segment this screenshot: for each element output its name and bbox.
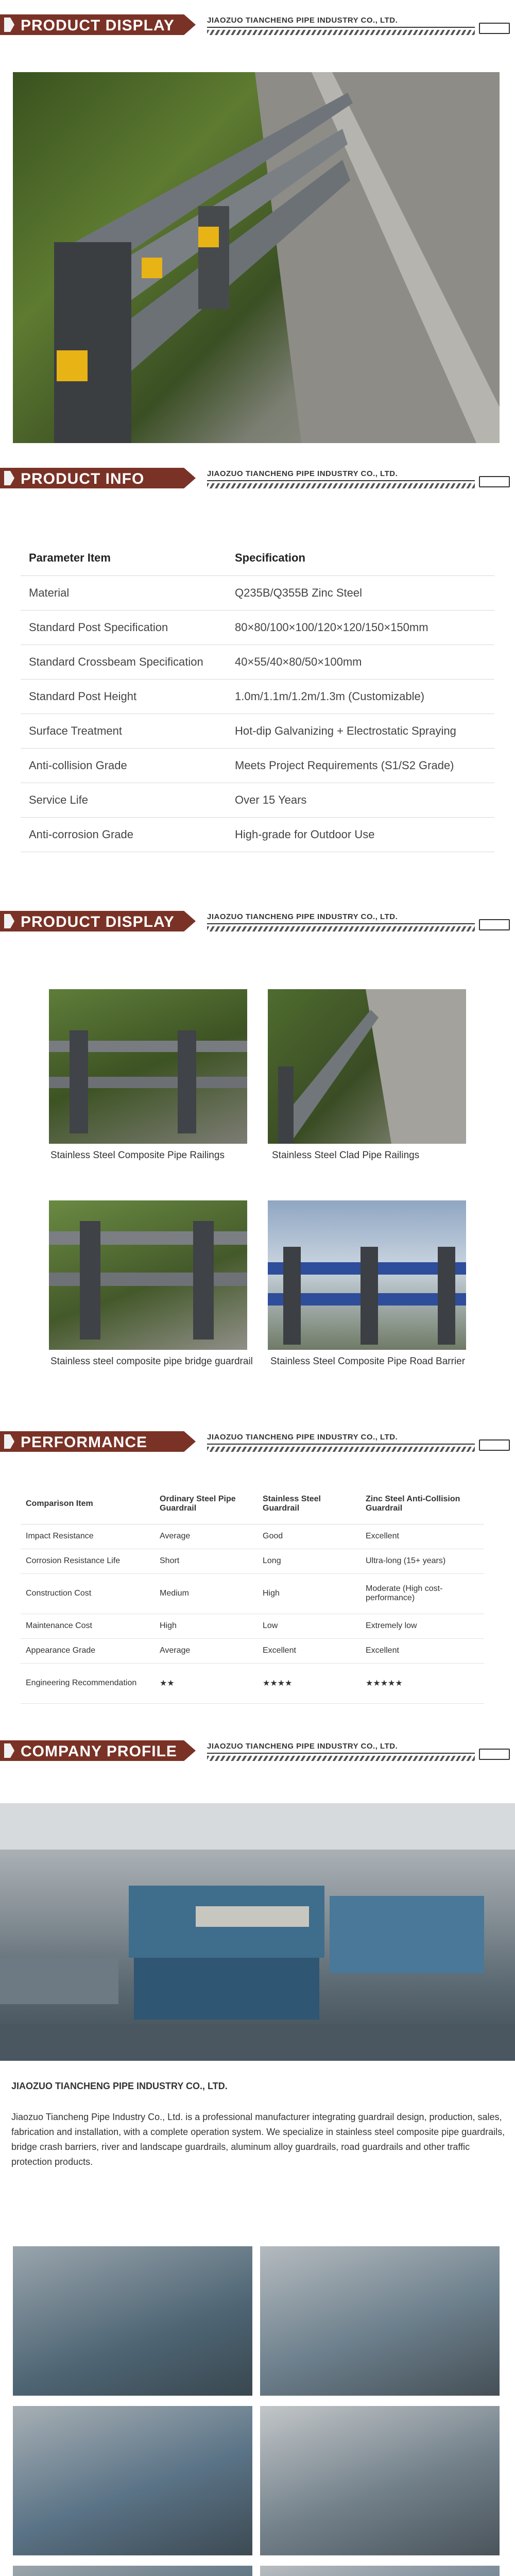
profile-company-name: JIAOZUO TIANCHENG PIPE INDUSTRY CO., LTD.	[11, 2081, 228, 2091]
gallery-photo-4	[268, 1200, 466, 1350]
factory-main-photo	[0, 1803, 515, 2061]
spec-header-row	[21, 541, 494, 575]
company-name: JIAOZUO TIANCHENG PIPE INDUSTRY CO., LTD.	[207, 16, 398, 25]
company-name: JIAOZUO TIANCHENG PIPE INDUSTRY CO., LTD.	[207, 1742, 398, 1751]
spec-row: Standard Crossbeam Specification 40×55/40×80/50×100mm	[21, 645, 494, 679]
gallery-caption-1: Stainless Steel Composite Pipe Railings	[50, 1150, 225, 1161]
section-title: COMPANY PROFILE	[21, 1743, 177, 1760]
profile-intro: Jiaozuo Tiancheng Pipe Industry Co., Ltd. is a professional manufacturer integrating guardrail design, production, sales, fabrication and installation, with a complete operation system. We specialize in stainless steel composite pipe guardrails, bridge crash barriers, river and landscape guardrails, aluminum alloy guardrails, road guardrails and other traffic protection products.	[11, 2112, 505, 2167]
gallery-photo-3	[49, 1200, 247, 1350]
spec-header-spec: Specification	[227, 541, 494, 575]
spec-row: Anti-corrosion Grade High-grade for Outdoor Use	[21, 817, 494, 852]
perf-row: Impact Resistance Average Good Excellent	[21, 1524, 484, 1549]
performance-table	[21, 1484, 484, 1704]
spec-row: Service Life Over 15 Years	[21, 783, 494, 817]
factory-photo-4	[260, 2406, 500, 2555]
factory-photo-5	[13, 2566, 252, 2576]
spec-row: Anti-collision Grade Meets Project Requirements (S1/S2 Grade)	[21, 748, 494, 783]
perf-row: Corrosion Resistance Life Short Long Ultra-long (15+ years)	[21, 1549, 484, 1573]
section-header-info	[0, 464, 515, 493]
spec-row: Material Q235B/Q355B Zinc Steel	[21, 575, 494, 610]
perf-row: Appearance Grade Average Excellent Excellent	[21, 1638, 484, 1663]
hero-guardrail-photo	[13, 72, 500, 443]
perf-row: Engineering Recommendation ★★ ★★★★ ★★★★★	[21, 1663, 484, 1703]
company-name: JIAOZUO TIANCHENG PIPE INDUSTRY CO., LTD.	[207, 469, 398, 478]
spec-table	[21, 541, 494, 852]
section-header-gallery	[0, 907, 515, 936]
gallery-photo-1	[49, 989, 247, 1144]
factory-photo-3	[13, 2406, 252, 2555]
gallery-caption-2: Stainless Steel Clad Pipe Railings	[272, 1150, 420, 1161]
section-title: PRODUCT DISPLAY	[21, 17, 175, 34]
section-header-profile	[0, 1736, 515, 1765]
section-title: PERFORMANCE	[21, 1434, 148, 1451]
factory-photo-2	[260, 2246, 500, 2396]
section-title: PRODUCT INFO	[21, 470, 145, 487]
spec-row: Surface Treatment Hot-dip Galvanizing + Electrostatic Spraying	[21, 714, 494, 748]
gallery-photo-2	[268, 989, 466, 1144]
section-header-performance	[0, 1427, 515, 1456]
factory-photo-6	[260, 2566, 500, 2576]
spec-row: Standard Post Specification 80×80/100×100/120×120/150×150mm	[21, 610, 494, 645]
spec-header-param: Parameter Item	[21, 541, 227, 575]
factory-photo-1	[13, 2246, 252, 2396]
gallery-caption-4: Stainless Steel Composite Pipe Road Barrier	[270, 1356, 466, 1367]
perf-header-row: Comparison Item Ordinary Steel Pipe Guardrail Stainless Steel Guardrail Zinc Steel Anti-Collision Guardrail	[21, 1484, 484, 1524]
company-name: JIAOZUO TIANCHENG PIPE INDUSTRY CO., LTD.	[207, 1433, 398, 1442]
perf-row: Maintenance Cost High Low Extremely low	[21, 1614, 484, 1638]
perf-row: Construction Cost Medium High Moderate (High cost-performance)	[21, 1573, 484, 1614]
section-header-display	[0, 10, 515, 39]
spec-row: Standard Post Height 1.0m/1.1m/1.2m/1.3m (Customizable)	[21, 679, 494, 714]
company-name: JIAOZUO TIANCHENG PIPE INDUSTRY CO., LTD.	[207, 912, 398, 921]
section-title: PRODUCT DISPLAY	[21, 913, 175, 930]
gallery-caption-3: Stainless steel composite pipe bridge guardrail	[50, 1356, 253, 1367]
